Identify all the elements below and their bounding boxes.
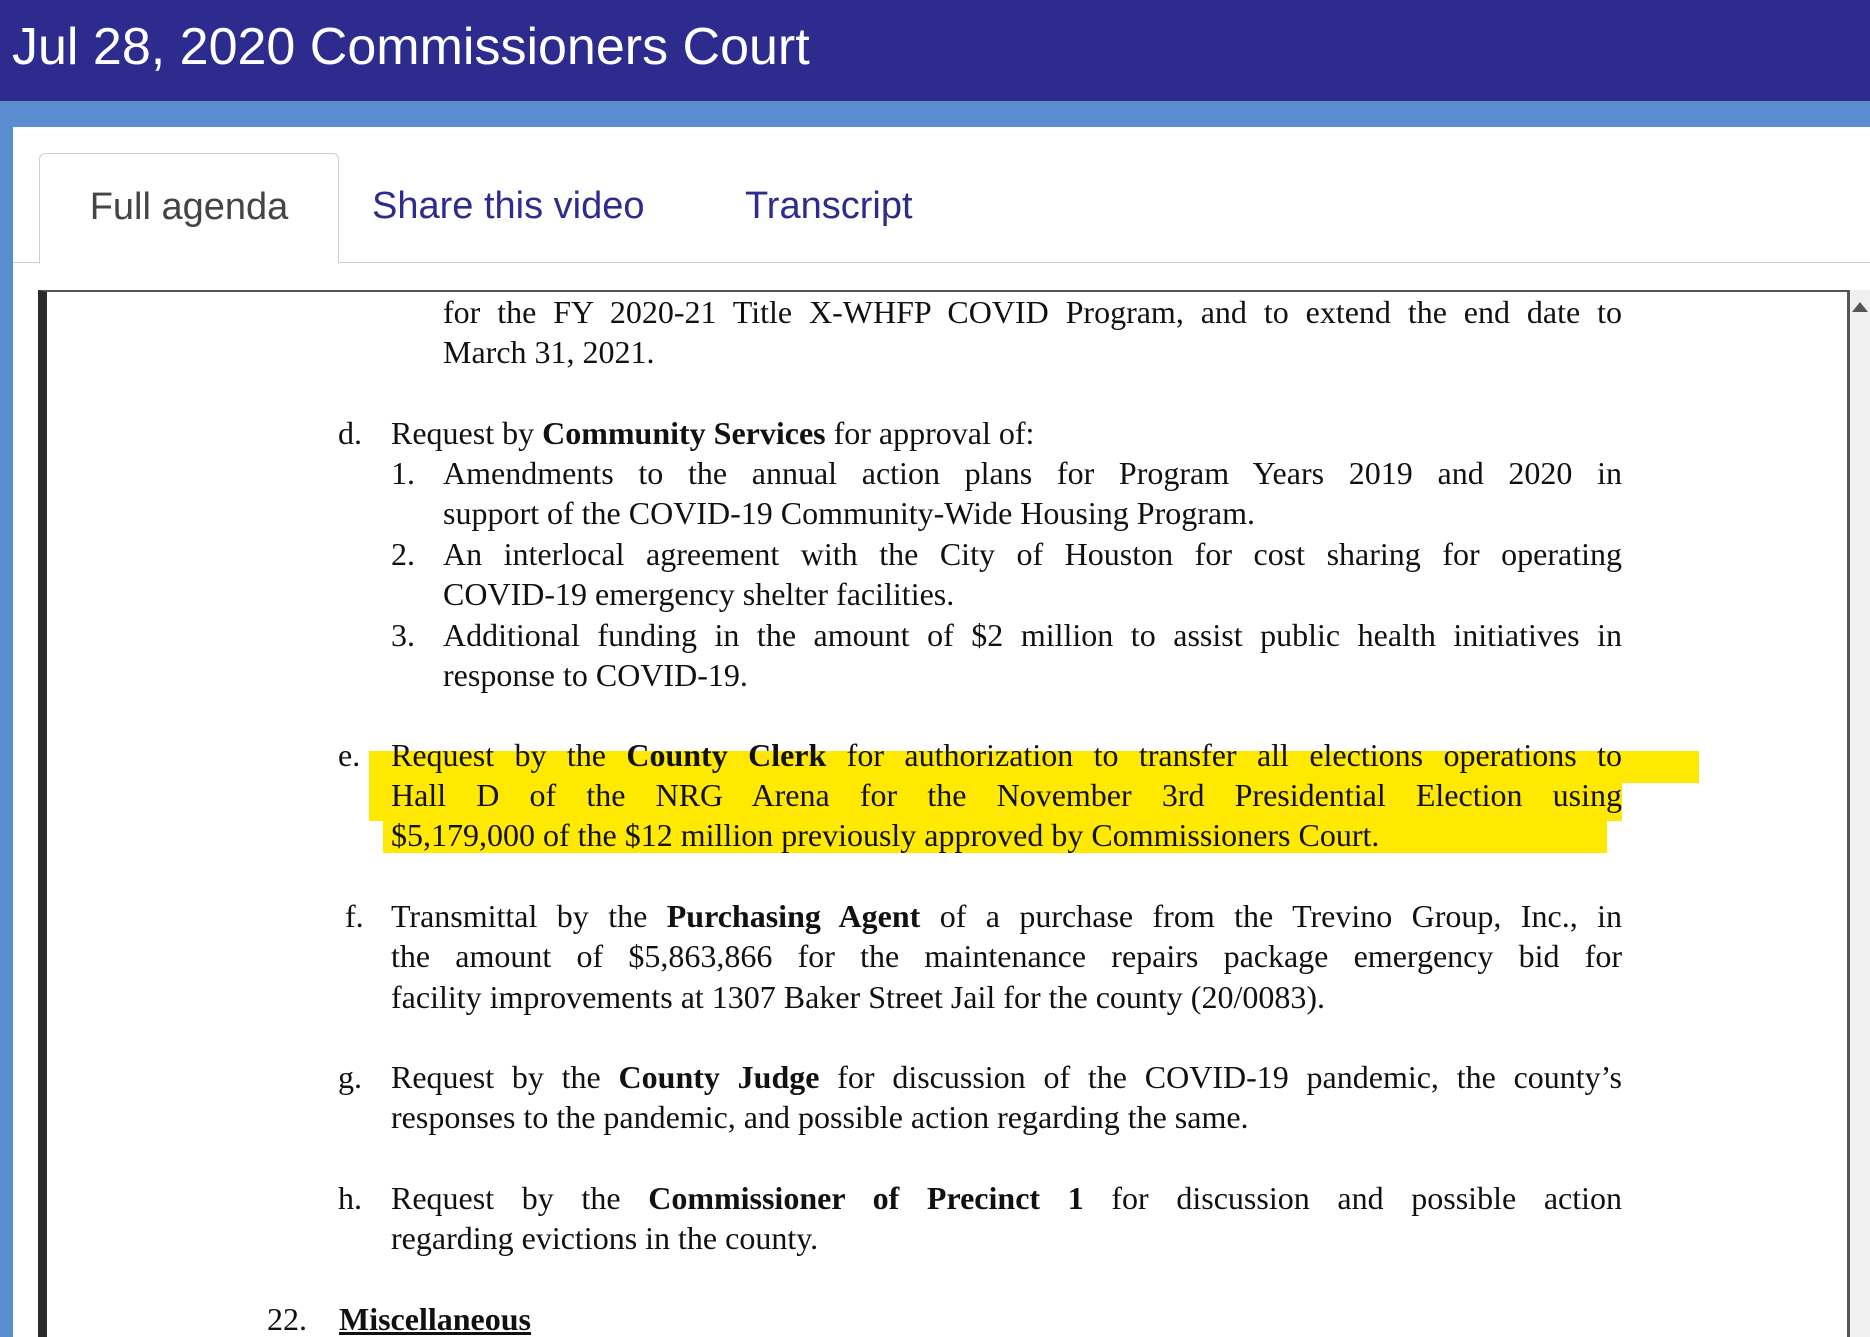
item-d-2-line-2: COVID-19 emergency shelter facilities. xyxy=(443,576,955,612)
section-22-number: 22. xyxy=(267,1301,307,1337)
item-d-marker: d. xyxy=(338,415,362,451)
item-d-2-number: 2. xyxy=(391,536,415,572)
item-h-line-1: Request by the Commissioner of Precinct 1 for discussion and possible action xyxy=(391,1180,1623,1216)
item-c-line-1: for the FY 2020-21 Title X-WHFP COVID Program, and to extend the end date to xyxy=(443,294,1622,330)
item-d-1-number: 1. xyxy=(391,455,415,491)
vertical-scrollbar[interactable] xyxy=(1850,290,1870,1337)
item-c-line-2: March 31, 2021. xyxy=(443,334,655,370)
item-e-line-3: $5,179,000 of the $12 million previously approved by Commissioners Court. xyxy=(391,817,1380,853)
page-title: Jul 28, 2020 Commissioners Court xyxy=(0,0,1870,101)
item-d-line-1: Request by Community Services for approval of: xyxy=(391,415,1035,451)
item-d-3-line-2: response to COVID-19. xyxy=(443,657,748,693)
item-h-line-2: regarding evictions in the county. xyxy=(391,1220,819,1256)
item-h-marker: h. xyxy=(338,1180,362,1216)
item-g-marker: g. xyxy=(338,1059,362,1095)
tab-transcript[interactable]: Transcript xyxy=(745,185,913,227)
item-d-3-line-1: Additional funding in the amount of $2 million to assist public health initiatives in xyxy=(443,617,1622,653)
item-h-department: Commissioner of Precinct 1 xyxy=(648,1180,1084,1216)
item-d-3-number: 3. xyxy=(391,617,415,653)
item-g-line-1: Request by the County Judge for discussion of the COVID-19 pandemic, the county’s xyxy=(391,1059,1623,1095)
item-e-department: County Clerk xyxy=(626,737,827,773)
scroll-up-arrow-icon[interactable] xyxy=(1852,302,1868,312)
item-d-department: Community Services xyxy=(542,415,826,451)
agenda-document xyxy=(47,292,1847,1337)
item-e-marker: e. xyxy=(338,737,361,773)
tab-bar xyxy=(13,127,1870,263)
item-d-1-line-2: support of the COVID-19 Community-Wide Housing Program. xyxy=(443,495,1255,531)
tab-full-agenda[interactable]: Full agenda xyxy=(39,153,339,264)
item-f-line-1: Transmittal by the Purchasing Agent of a purchase from the Trevino Group, Inc., in xyxy=(391,898,1623,934)
item-g-department: County Judge xyxy=(618,1059,820,1095)
item-d-2-line-1: An interlocal agreement with the City of Houston for cost sharing for operating xyxy=(443,536,1622,572)
item-e-line-1: Request by the County Clerk for authorization to transfer all elections operations to xyxy=(391,737,1623,773)
section-22-title: Miscellaneous xyxy=(339,1301,531,1337)
item-f-marker: f. xyxy=(345,898,364,934)
item-f-department: Purchasing Agent xyxy=(666,898,921,934)
tab-share-video[interactable]: Share this video xyxy=(372,185,645,227)
item-f-line-2: the amount of $5,863,866 for the maintenance repairs package emergency bid for xyxy=(391,938,1622,974)
document-viewer[interactable] xyxy=(38,290,1850,1337)
item-g-line-2: responses to the pandemic, and possible action regarding the same. xyxy=(391,1099,1249,1135)
item-e-line-2: Hall D of the NRG Arena for the November 3rd Presidential Election using xyxy=(391,777,1622,813)
item-f-line-3: facility improvements at 1307 Baker Street Jail for the county (20/0083). xyxy=(391,979,1325,1015)
item-d-1-line-1: Amendments to the annual action plans for Program Years 2019 and 2020 in xyxy=(443,455,1622,491)
